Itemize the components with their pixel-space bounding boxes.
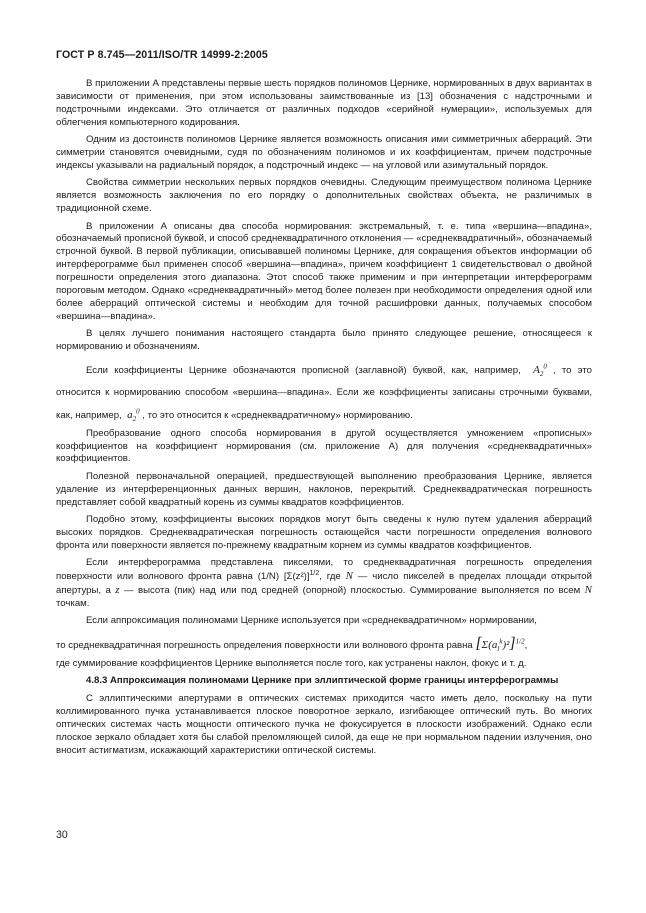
- paragraph: Преобразование одного способа нормирования в другой осуществляется умножением «прописных» коэффициентов на коэффициент нормирования (см. приложение А) для получения «среднеквадратичных» коэффициентов.: [56, 427, 592, 465]
- paragraph: Подобно этому, коэффициенты высоких порядков могут быть сведены к нулю путем удаления аберраций высоких порядков. Среднеквадратическая погрешность остающейся части погрешности определения волнового фронта или поверхности является по-прежнему квадратным корнем из суммы квадратов коэффициентов.: [56, 514, 592, 551]
- paragraph: С эллиптическими апертурами в оптических системах приходится часто иметь дело, поскольку на пути коллимированного пучка устанавливается плоское поворотное зеркало, изгибающее оптический путь. Во многих оптических системах часть мощности оптического пучка не фокусируется в плоскости изображений. Однако если плоское зеркало обладает хотя бы слабой преломляющей силой, да еще не при нормальном падении излучения, оно вносит астигматизм, искажающий характеристики оптической системы.: [56, 693, 592, 756]
- section-heading: 4.8.3 Аппроксимация полиномами Цернике при эллиптической форме границы интерферограммы: [86, 675, 559, 687]
- rms-formula: (1/N) $[\Sigma(z^2)]^{1/2}$: [257, 570, 320, 583]
- sum-formula: $[\Sigma(a_l^k)^2]^{1/2}$: [475, 634, 525, 653]
- paragraph-rms-sum: то среднеквадратичная погрешность определения поверхности или волнового фронта равна $[\Sigma(a_l^k)^2]^{1/2}$,: [56, 634, 528, 653]
- text-fragment: , то это относится к «среднеквадратичному» нормированию.: [142, 409, 413, 421]
- text-fragment: , то это относится к нормированию способом «вершина—впадина». Если же коэффициенты записаны строчными буквами, как, например,: [56, 364, 592, 421]
- standard-header: ГОСТ Р 8.745—2011/ISO/TR 14999-2:2005: [56, 49, 268, 61]
- paragraph: В приложении А описаны два способа нормирования: экстремальный, т. е. типа «вершина—впадина», обозначаемый прописной буквой, и способ среднеквадратичного отклонения — «среднеквадратичный», обозначаемый строчной буквой. В первой публикации, описывавшей полиномы Цернике, для сокращения объектов информации об интерферограмме был применен способ «вершина—впадина», причем коэффициент 1 свидетельствовал о двойной погрешности определения этого диапазона. Этот способ также применим и при интерпретации интерферограмм пороговым методом. Однако «среднеквадратичный» метод более полезен при необходимости определения одной или более аберраций оптической системы и необходим для точной расшифровки данных, получаемых способом «вершина—впадина».: [56, 220, 592, 322]
- paragraph: Одним из достоинств полиномов Цернике является возможность описания ими симметричных аберраций. Эти симметрии становятся очевидными, судя по обозначениям полиномов и их коэффициентам, причем подстрочные индексы указывали на радиальный порядок, а подстрочный индекс — на угловой или азимутальный порядок.: [56, 134, 592, 171]
- paragraph: Свойства симметрии нескольких первых порядков очевидны. Следующим преимуществом полинома Цернике является возможность заключения по его порядку о дополнительных свойствах объекта, не различимых в традиционной схеме.: [56, 177, 592, 215]
- body-text: [56, 78, 592, 762]
- page-number: 30: [56, 829, 68, 841]
- paragraph: Полезной первоначальной операцией, предшествующей выполнению преобразования Цернике, является удаление из интерференционных данных вершин, наклонов, перекрытий. Среднеквадратическая погрешность представляет собой квадратный корень из суммы квадратов коэффициентов.: [56, 470, 592, 508]
- coef-a: $a_2^0$: [127, 406, 140, 423]
- paragraph-coefficients: [56, 359, 592, 427]
- paragraph: В целях лучшего понимания настоящего стандарта было принято следующее решение, относящееся к нормированию и обозначениям.: [56, 328, 592, 353]
- paragraph: где суммирование коэффициентов Цернике выполняется после того, как устранены наклон, фокус и т. д.: [56, 657, 527, 669]
- paragraph-pixels: Если интерферограмма представлена пикселями, то среднеквадратичная погрешность определения поверхности или волнового фронта равна (1/N) $[\Sigma(z^2)]^{1/2}$, где N — число пикселей в пределах площади открытой апертуры, а z — высота (пик) над или под средней (опорной) плоскостью. Суммирование выполняется по всем N точкам.: [56, 557, 592, 609]
- paragraph: Если аппроксимация полиномами Цернике используется при «среднеквадратичном» нормировании,: [86, 615, 537, 627]
- coef-A: $A_2^0$: [533, 361, 547, 378]
- paragraph: В приложении А представлены первые шесть порядков полиномов Цернике, нормированных в двух вариантах в зависимости от применения, при этом использованы заимствованные из [13] обозначения с надстрочными и подстрочными индексами. Это отличается от различных подходов «серийной нумерации», используемых для облегчения компьютерного кодирования.: [56, 78, 592, 128]
- text-fragment: Если коэффициенты Цернике обозначаются прописной (заглавной) буквой, как, например,: [86, 364, 521, 376]
